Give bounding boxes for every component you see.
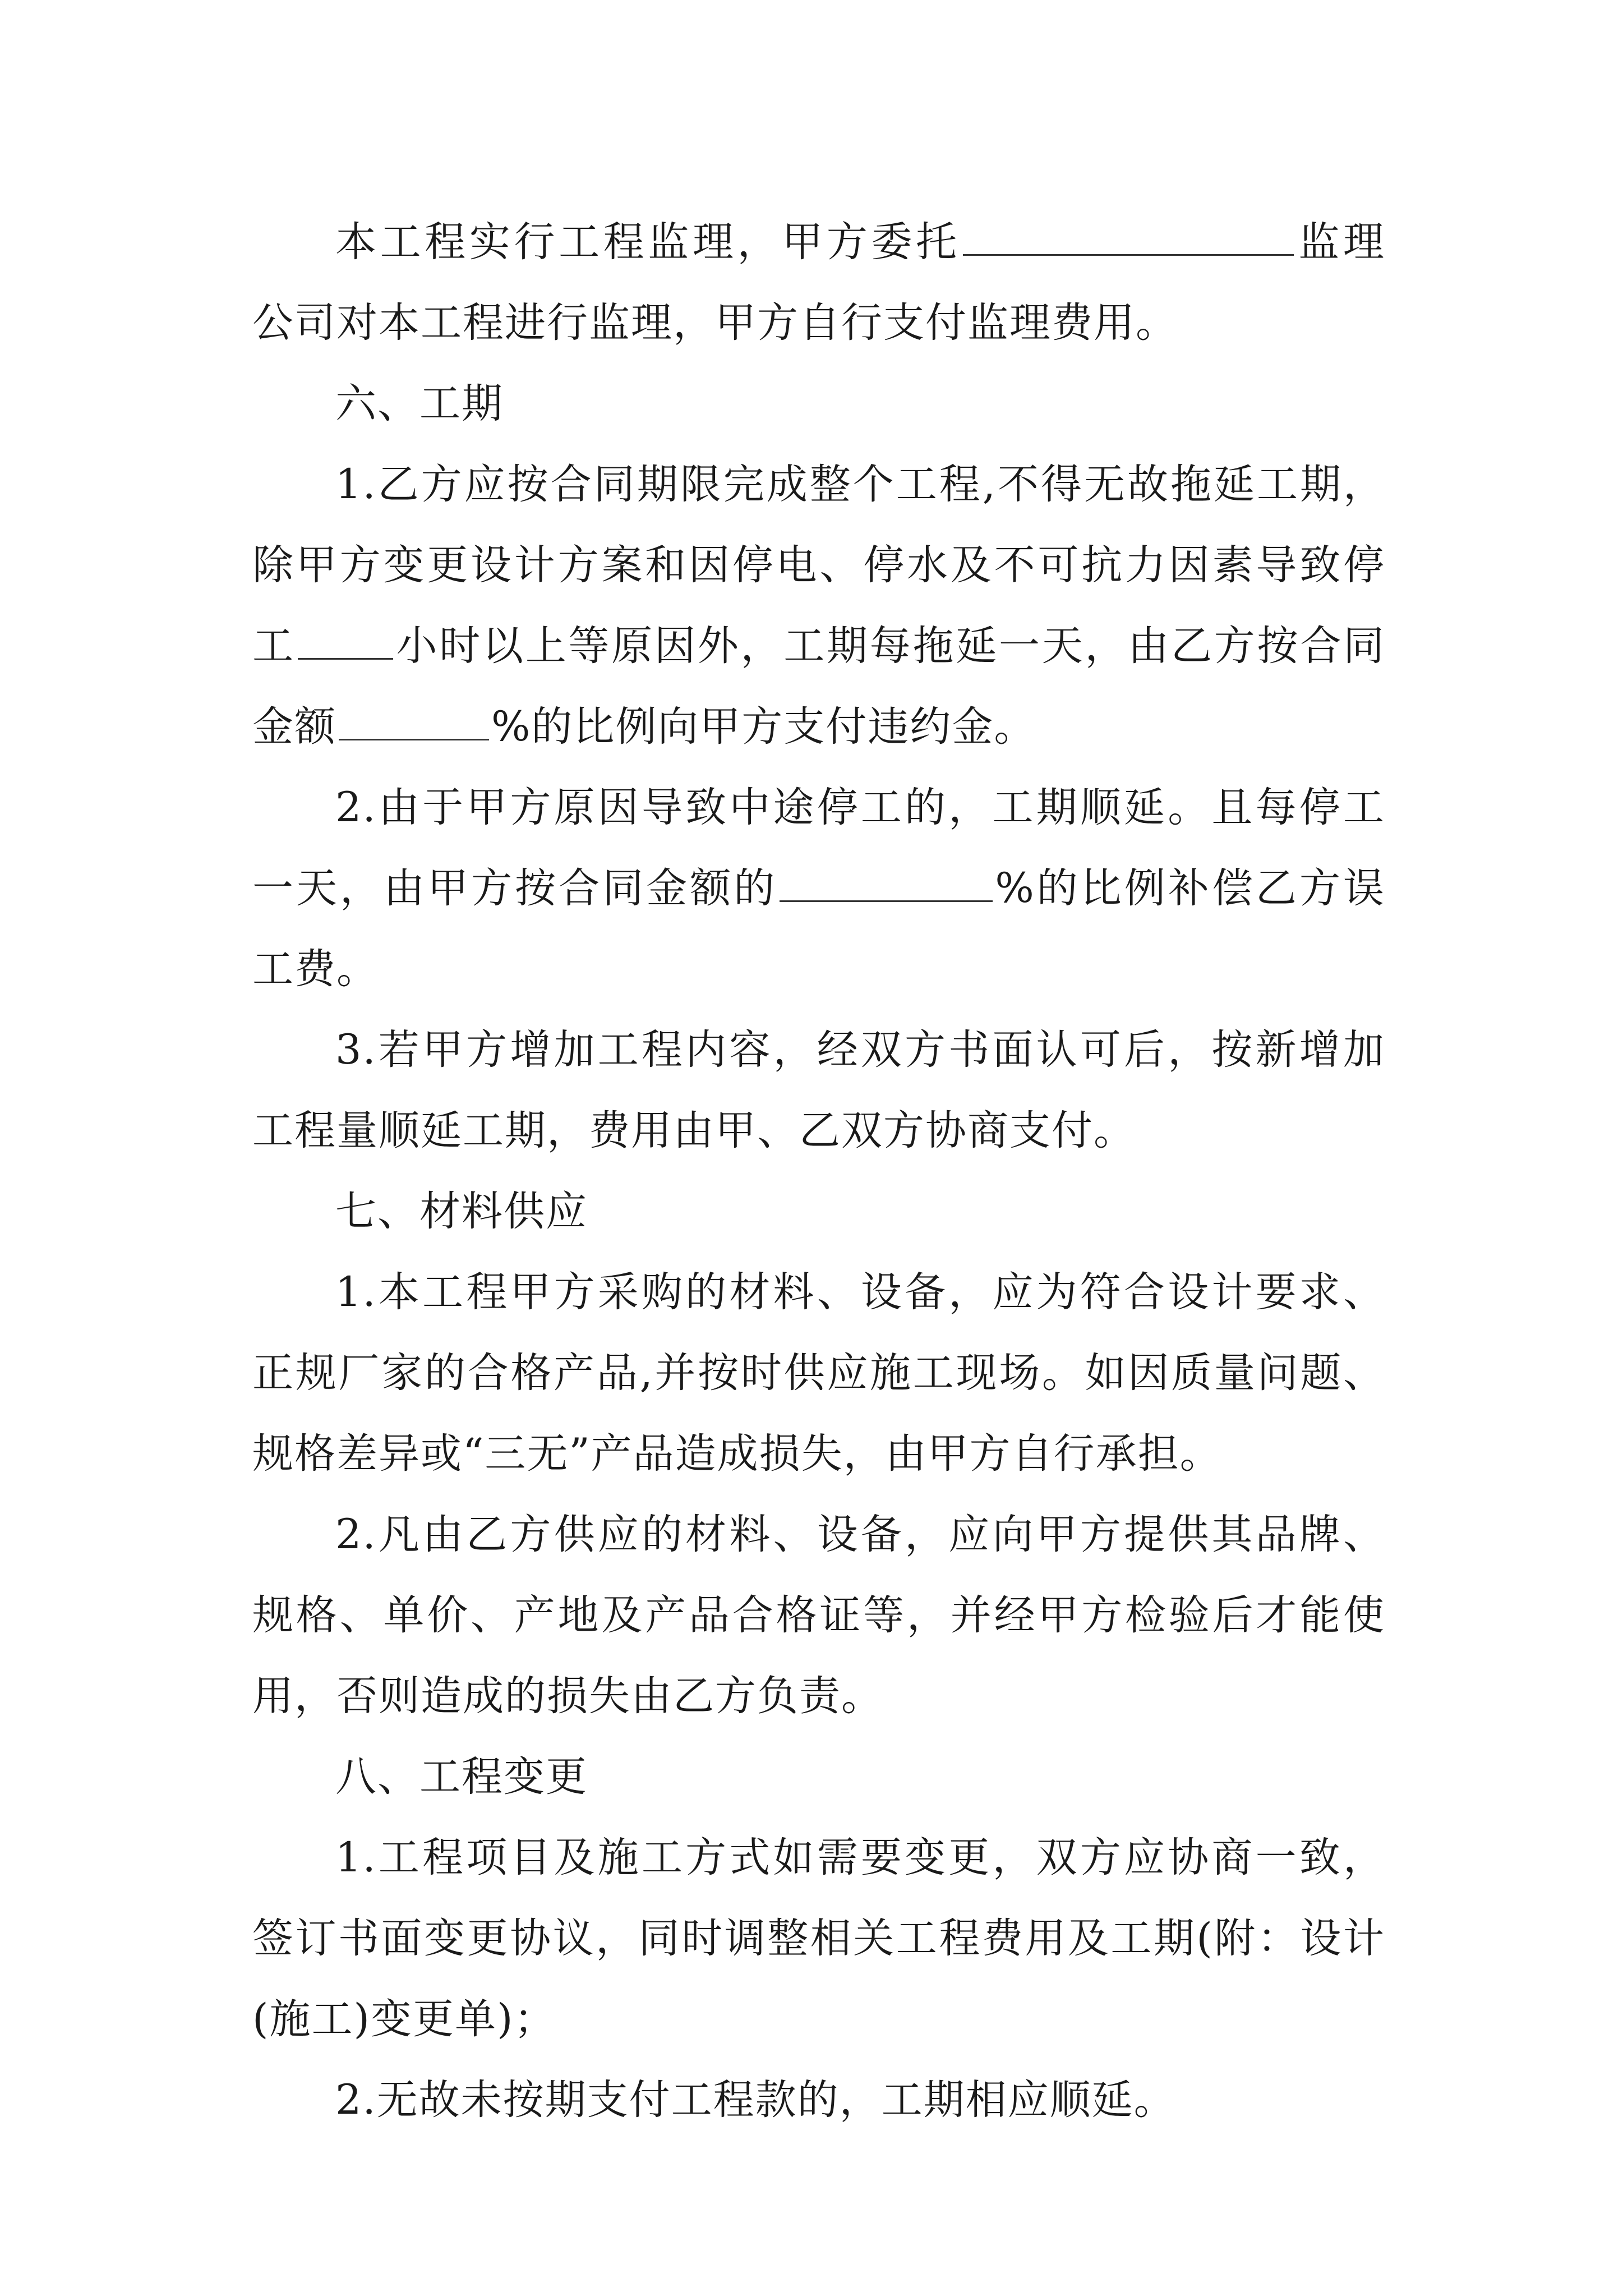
fill-blank-hours[interactable] bbox=[298, 622, 393, 660]
section-heading-materials: 七、材料供应 bbox=[335, 1188, 588, 1235]
paragraph-materials-1: 1.本工程甲方采购的材料、设备，应为符合设计要求、正规厂家的合格产品,并按时供应施工现场。如因质量问题、规格差异或“三无”产品造成损失，由甲方自行承担。 bbox=[252, 1268, 1385, 1478]
section-heading-changes: 八、工程变更 bbox=[335, 1753, 588, 1801]
paragraph-text: 2.由于甲方原因导致中途停工的，工期顺延。且每停工一天，由甲方按合同金额的 bbox=[252, 784, 1385, 912]
fill-blank-supervisor-company[interactable] bbox=[963, 218, 1294, 256]
section-heading-schedule: 六、工期 bbox=[335, 380, 504, 427]
fill-blank-compensation-percent[interactable] bbox=[780, 864, 993, 902]
paragraph-schedule-2 bbox=[252, 767, 1385, 1010]
paragraph-text: 本工程实行工程监理，甲方委托 bbox=[335, 218, 961, 266]
paragraph-schedule-3: 3.若甲方增加工程内容，经双方书面认可后，按新增加工程量顺延工期，费用由甲、乙双方协商支付。 bbox=[252, 1026, 1385, 1154]
paragraph-text: 监理公司对本工程进行监理，甲方自行支付监理费用。 bbox=[252, 218, 1385, 347]
paragraph-text: 1.乙方应按合同期限完成整个工程,不得无故拖延工期，除甲方变更设计方案和因停电、停水及不可抗力因素导致停工 bbox=[252, 461, 1385, 670]
document-body bbox=[252, 202, 1385, 2141]
paragraph-text: %的比例补偿乙方误工费。 bbox=[252, 864, 1385, 993]
paragraph-text: %的比例向甲方支付违约金。 bbox=[491, 703, 1036, 751]
paragraph-changes-1: 1.工程项目及施工方式如需要变更，双方应协商一致，签订书面变更协议，同时调整相关工程费用及工期(附：设计(施工)变更单)； bbox=[252, 1834, 1385, 2043]
paragraph-text: 小时以上等原因外，工期每拖延一天，由乙方按合同金额 bbox=[252, 622, 1385, 751]
paragraph-schedule-1 bbox=[252, 444, 1385, 767]
fill-blank-penalty-percent[interactable] bbox=[339, 703, 489, 740]
paragraph-changes-2: 2.无故未按期支付工程款的，工期相应顺延。 bbox=[335, 2076, 1176, 2124]
paragraph-materials-2: 2.凡由乙方供应的材料、设备，应向甲方提供其品牌、规格、单价、产地及产品合格证等，并经甲方检验后才能使用，否则造成的损失由乙方负责。 bbox=[252, 1511, 1385, 1720]
paragraph-supervision bbox=[252, 202, 1385, 364]
